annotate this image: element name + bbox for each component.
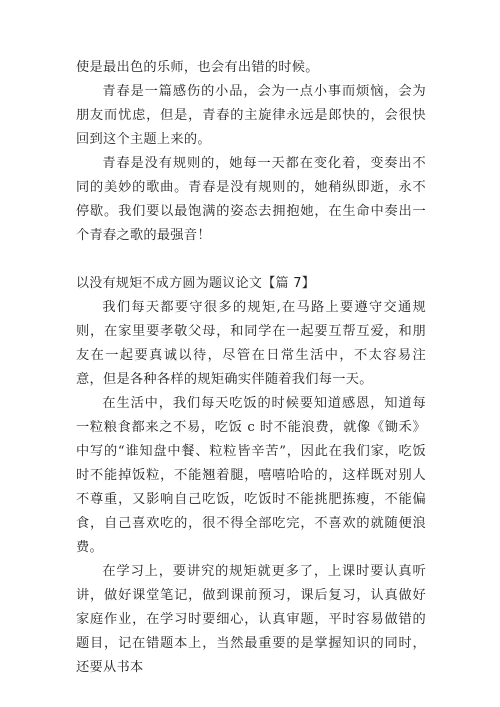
section-heading: 以没有规矩不成方圆为题议论文【篇 7】 (76, 276, 316, 291)
paragraph-1: 使是最出色的乐师，也会有出错的时候。 (76, 60, 319, 75)
paragraph-3: 青春是没有规则的，她每一天都在变化着，变奏出不同的美妙的歌曲。青春是没有规则的，她稍纵即逝，永不停歇。我们要以最饱满的姿态去拥抱她，在生命中奏出一个青春之歌的最强音！ (76, 156, 426, 243)
paragraph-2: 青春是一篇感伤的小品，会为一点小事而烦恼，会为朋友而忧虑，但是，青春的主旋律永远是郎快的，会很快回到这个主题上来的。 (76, 84, 426, 147)
paragraph-4: 我们每天都要守很多的规矩,在马路上要遵守交通规则，在家里要孝敬父母，和同学在一起要互帮互爱，和朋友在一起要真诚以待，尽管在日常生活中，不太容易注意，但是各种各样的规矩确实伴随着我们每一天。 (76, 300, 426, 387)
document-body (76, 56, 426, 680)
paragraph-6: 在学习上，要讲究的规矩就更多了，上课时要认真听讲，做好课堂笔记，做到课前预习，课后复习，认真做好家庭作业，在学习时要细心，认真审题，平时容易做错的题目，记在错题本上，当然最重要的是掌握知识的同时，还要从书本 (76, 564, 426, 675)
paragraph-5: 在生活中，我们每天吃饭的时候要知道感恩，知道每一粒粮食都来之不易，吃饭 c 时不能浪费，就像《锄禾》中写的“谁知盘中餐、粒粒皆辛苦”，因此在我们家，吃饭时不能掉饭粒，不能翘着腿，嘻嘻哈哈的，这样既对别人不尊重，又影响自己吃饭，吃饭时不能挑肥拣瘦，不能偏食，自己喜欢吃的，很不得全部吃完，不喜欢的就随便浪费。 (76, 396, 426, 555)
